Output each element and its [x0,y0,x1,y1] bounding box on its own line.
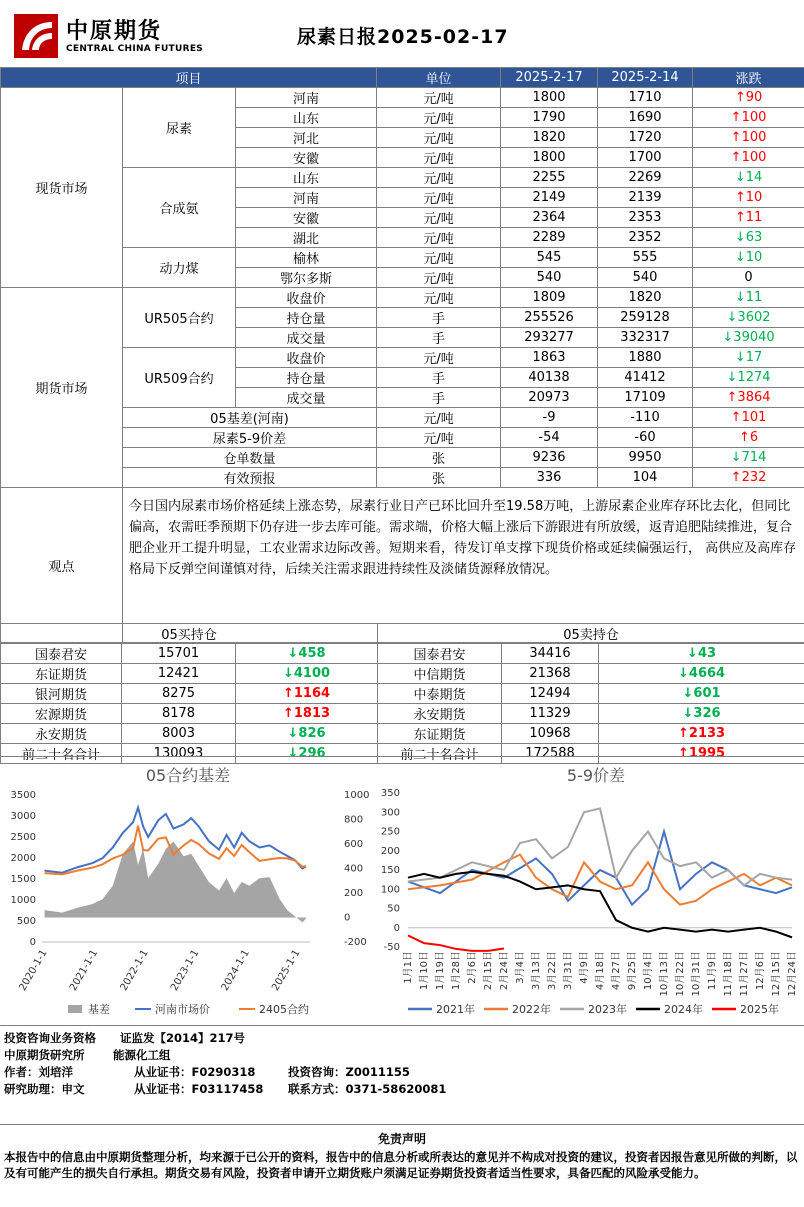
row-unit: 元/吨 [377,188,501,208]
viewpoint-row [1,488,804,643]
row-value-prev: -110 [598,408,693,428]
disclaimer [0,1124,804,1207]
row-item: 有效预报 [123,468,377,488]
y2-tick-label: 1000 [344,790,370,801]
row-item: 山东 [236,168,377,188]
row-value-today: 9236 [501,448,598,468]
row-change: ↑232 [693,468,804,488]
x-tick-label: 2023-1-1 [169,948,202,993]
y-tick-label: 500 [16,916,36,927]
assistant-license: 从业证书：F03117458 [134,1082,264,1096]
author-license: 从业证书：F0290318 [134,1065,256,1079]
charts-area [0,756,804,1026]
short-position-change: ↓326 [599,704,804,724]
long-broker-name: 国泰君安 [1,644,122,664]
x-tick-label: 4月18日 [595,951,606,991]
row-change: ↑100 [693,128,804,148]
row-change: ↓39040 [693,328,804,348]
short-position-value: 10968 [502,724,599,744]
row-unit: 元/吨 [377,168,501,188]
row-change: ↑100 [693,148,804,168]
y-tick-label: -50 [383,942,400,953]
row-unit: 张 [377,448,501,468]
row-unit: 元/吨 [377,348,501,368]
group-ammonia: 合成氨 [123,168,236,248]
y-tick-label: 0 [29,937,36,948]
x-tick-label: 1月10日 [419,951,430,991]
qualification-number: 证监发【2014】217号 [120,1031,246,1045]
x-tick-label: 10月13日 [659,951,670,997]
row-value-prev: -60 [598,428,693,448]
row-value-prev: 9950 [598,448,693,468]
x-tick-label: 12月15日 [771,951,782,997]
row-value-today: 540 [501,268,598,288]
short-position-value: 12494 [502,684,599,704]
row-value-today: 1863 [501,348,598,368]
positions-row [1,704,804,724]
row-unit: 元/吨 [377,288,501,308]
y-tick-label: 0 [393,922,400,934]
footer-line [0,1047,804,1064]
row-item: 05基差(河南) [123,408,377,428]
row-value-today: 1820 [501,128,598,148]
row-value-today: 293277 [501,328,598,348]
row-change: ↑3864 [693,388,804,408]
y-tick-label: 250 [380,826,400,838]
row-change: 0 [693,268,804,288]
row-value-prev: 2269 [598,168,693,188]
row-value-prev: 555 [598,248,693,268]
short-position-value: 172588 [502,744,599,764]
row-value-prev: 540 [598,268,693,288]
long-position-value: 8275 [122,684,236,704]
y2-tick-label: 200 [344,888,364,899]
long-position-value: 8003 [122,724,236,744]
row-unit: 元/吨 [377,248,501,268]
x-tick-label: 1月28日 [451,951,462,991]
positions-row [1,644,804,664]
row-item: 持仓量 [236,368,377,388]
row-value-today: 2289 [501,228,598,248]
short-broker-name: 中泰期货 [378,684,502,704]
row-value-prev: 17109 [598,388,693,408]
row-item: 湖北 [236,228,377,248]
y-tick-label: 3000 [10,811,36,822]
footer-line [0,1030,804,1047]
positions-row [1,664,804,684]
y-tick-label: 2500 [10,832,36,843]
row-value-today: 2149 [501,188,598,208]
group-coal: 动力煤 [123,248,236,288]
group-urea: 尿素 [123,88,236,168]
row-value-today: 336 [501,468,598,488]
x-tick-label: 2月15日 [483,951,494,991]
row-value-prev: 2353 [598,208,693,228]
x-tick-label: 12月24日 [787,951,798,997]
short-broker-name: 前二十名合计 [378,744,502,764]
positions-row [1,684,804,704]
row-unit: 元/吨 [377,128,501,148]
short-position-change: ↑2133 [599,724,804,744]
x-tick-label: 3月31日 [563,951,574,991]
x-tick-label: 10月31日 [691,951,702,997]
long-positions-title: 05买持仓 [1,624,378,644]
qualification-label: 投资咨询业务资格 [4,1031,96,1045]
row-unit: 元/吨 [377,228,501,248]
row-item: 持仓量 [236,308,377,328]
row-change: ↓3602 [693,308,804,328]
long-broker-name: 前二十名合计 [1,744,122,764]
col-header-change: 涨跌 [693,68,804,88]
x-tick-label: 11月18日 [723,951,734,997]
x-tick-label: 3月4日 [515,951,526,984]
long-position-value: 12421 [122,664,236,684]
chart-title: 5-9价差 [566,766,626,785]
y-tick-label: 50 [387,903,400,915]
row-value-prev: 1710 [598,88,693,108]
disclaimer-text: 本报告中的信息由中原期货整理分析，均来源于已公开的资料，报告中的信息分析或所表达的意见并不构成对投资的建议，投资者因报告意见所做的判断，以及有可能产生的损失自行承担。期货交易有风险，投资者申请开立期货账户须满足证券期货投资者适当性要求，具备匹配的风险承受能力。 [4,1150,798,1180]
legend-label: 2024年 [664,1003,703,1016]
legend-label: 基差 [88,1003,110,1016]
row-change: ↑6 [693,428,804,448]
legend-label: 2022年 [512,1003,551,1016]
market-data-table [0,67,804,643]
short-position-value: 21368 [502,664,599,684]
x-tick-label: 4月9日 [579,951,590,984]
row-value-prev: 41412 [598,368,693,388]
x-tick-label: 2月24日 [499,951,510,991]
long-broker-name: 银河期货 [1,684,122,704]
x-tick-label: 3月22日 [547,951,558,991]
long-position-value: 130093 [122,744,236,764]
row-value-prev: 2352 [598,228,693,248]
brand-name-en: CENTRAL CHINA FUTURES [66,44,204,54]
y-tick-label: 1000 [10,895,36,906]
spot-market-label: 现货市场 [1,88,123,288]
row-item: 河北 [236,128,377,148]
x-tick-label: 2020-1-1 [17,948,50,993]
long-broker-name: 永安期货 [1,724,122,744]
row-item: 河南 [236,188,377,208]
positions-table [0,623,804,764]
short-broker-name: 中信期货 [378,664,502,684]
short-broker-name: 东证期货 [378,724,502,744]
footer-line [0,1064,804,1081]
row-unit: 元/吨 [377,428,501,448]
row-value-prev: 104 [598,468,693,488]
row-item: 安徽 [236,208,377,228]
x-tick-label: 2022-1-1 [118,948,151,993]
author-consult-license: 投资咨询：Z0011155 [288,1065,410,1079]
row-unit: 手 [377,368,501,388]
long-broker-name: 东证期货 [1,664,122,684]
report-footer [0,1030,804,1098]
x-tick-label: 11月27日 [739,951,750,997]
short-broker-name: 国泰君安 [378,644,502,664]
group-ur505: UR505合约 [123,288,236,348]
y2-tick-label: 800 [344,814,364,826]
legend-label: 2023年 [588,1003,627,1016]
row-item: 尿素5-9价差 [123,428,377,448]
row-value-prev: 2139 [598,188,693,208]
viewpoint-text: 今日国内尿素市场价格延续上涨态势，尿素行业日产已环比回升至19.58万吨，上游尿素企业库存环比去化，但同比偏高，农需旺季预期下仍存进一步去库可能。需求端，价格大幅上涨后下游跟进有所放缓，返青追肥陆续推进，复合肥企业开工提升明显，工农业需求边际改善。短期来看，待发订单支撑下现货价格或延续偏强运行， 高供应及高库存格局下反弹空间谨慎对待，后续关注需求跟进持续性及淡储货源释放情况。 [123,488,804,643]
row-value-prev: 1720 [598,128,693,148]
long-position-change: ↓458 [236,644,378,664]
short-broker-name: 永安期货 [378,704,502,724]
author-name: 作者：刘培洋 [4,1065,73,1079]
y-tick-label: 100 [380,884,400,896]
row-value-today: -9 [501,408,598,428]
disclaimer-title: 免责声明 [377,1132,426,1146]
row-item: 山东 [236,108,377,128]
row-value-prev: 1700 [598,148,693,168]
y-tick-label: 350 [380,788,400,799]
long-broker-name: 宏源期货 [1,704,122,724]
table-row [1,288,804,308]
row-change: ↓17 [693,348,804,368]
row-value-today: 255526 [501,308,598,328]
row-value-today: -54 [501,428,598,448]
col-header-item: 项目 [1,68,377,88]
row-value-today: 2255 [501,168,598,188]
legend-label: 河南市场价 [155,1003,210,1016]
chart-title: 05合约基差 [145,766,231,785]
row-value-today: 2364 [501,208,598,228]
x-tick-label: 10月22日 [675,951,686,997]
row-value-today: 1809 [501,288,598,308]
row-change: ↑101 [693,408,804,428]
row-item: 鄂尔多斯 [236,268,377,288]
brand-name: 中原期货 [66,18,163,44]
x-tick-label: 1月1日 [403,951,414,984]
row-value-today: 545 [501,248,598,268]
row-change: ↑11 [693,208,804,228]
row-value-today: 1800 [501,88,598,108]
row-unit: 元/吨 [377,88,501,108]
row-value-today: 1790 [501,108,598,128]
report-title: 尿素日报2025-02-17 [297,26,509,48]
row-change: ↓1274 [693,368,804,388]
legend-swatch [68,1005,82,1013]
y-tick-label: 2000 [10,853,36,864]
positions-title-row [1,624,804,644]
row-value-prev: 1880 [598,348,693,368]
y2-tick-label: -200 [344,937,367,948]
y-tick-label: 200 [380,845,400,857]
row-unit: 手 [377,308,501,328]
group-ur509: UR509合约 [123,348,236,408]
row-item: 成交量 [236,388,377,408]
x-tick-label: 10月4日 [643,951,654,991]
y2-tick-label: 600 [344,839,364,850]
row-value-today: 1800 [501,148,598,168]
col-header-unit: 单位 [377,68,501,88]
row-unit: 张 [377,468,501,488]
row-unit: 元/吨 [377,408,501,428]
col-header-date2: 2025-2-14 [598,68,693,88]
y-tick-label: 300 [380,807,400,819]
short-position-change: ↓43 [599,644,804,664]
series-line-2022年 [408,855,792,905]
x-tick-label: 9月25日 [627,951,638,991]
short-position-value: 11329 [502,704,599,724]
row-item: 收盘价 [236,348,377,368]
spread-chart [378,757,804,1025]
x-tick-label: 4月27日 [611,951,622,991]
long-position-change: ↓4100 [236,664,378,684]
positions-row [1,724,804,744]
row-item: 仓单数量 [123,448,377,468]
row-value-prev: 259128 [598,308,693,328]
row-item: 收盘价 [236,288,377,308]
x-tick-label: 12月6日 [755,951,766,991]
x-tick-label: 2021-1-1 [67,948,101,993]
assistant-name: 研究助理：申文 [4,1082,85,1096]
row-item: 榆林 [236,248,377,268]
row-item: 河南 [236,88,377,108]
legend-label: 2025年 [740,1003,779,1016]
row-value-today: 40138 [501,368,598,388]
long-position-change: ↑1164 [236,684,378,704]
legend-label: 2021年 [436,1003,475,1016]
company-logo-icon [14,14,58,58]
basis-chart [0,757,376,1025]
report-header [0,0,804,66]
short-position-change: ↓4664 [599,664,804,684]
row-unit: 元/吨 [377,148,501,168]
institute-name: 中原期货研究所 [4,1048,85,1062]
row-item: 安徽 [236,148,377,168]
viewpoint-label: 观点 [1,488,123,643]
row-unit: 手 [377,388,501,408]
row-item: 成交量 [236,328,377,348]
row-change: ↑10 [693,188,804,208]
row-change: ↓10 [693,248,804,268]
series-line-2021年 [408,832,792,905]
y-tick-label: 1500 [10,874,36,885]
row-unit: 手 [377,328,501,348]
row-value-prev: 1820 [598,288,693,308]
table-header-row [1,68,804,88]
y2-tick-label: 400 [344,863,364,875]
x-tick-label: 2024-1-1 [219,948,252,993]
long-position-value: 8178 [122,704,236,724]
row-change: ↑100 [693,108,804,128]
row-value-today: 20973 [501,388,598,408]
legend-label: 2405合约 [259,1003,309,1016]
long-position-change: ↓296 [236,744,378,764]
x-tick-label: 1月19日 [435,951,446,991]
x-tick-label: 11月9日 [707,951,718,991]
long-position-value: 15701 [122,644,236,664]
short-position-change: ↓601 [599,684,804,704]
row-value-prev: 1690 [598,108,693,128]
row-unit: 元/吨 [377,268,501,288]
series-line-2025年 [408,935,504,950]
footer-line [0,1081,804,1098]
row-unit: 元/吨 [377,208,501,228]
row-unit: 元/吨 [377,108,501,128]
futures-market-label: 期货市场 [1,288,123,488]
x-tick-label: 2025-1-1 [270,948,303,993]
row-change: ↓63 [693,228,804,248]
y-tick-label: 150 [380,865,400,876]
table-row [1,88,804,108]
x-tick-label: 3月13日 [531,951,542,991]
row-change: ↓11 [693,288,804,308]
contact-phone: 联系方式：0371-58620081 [288,1082,447,1096]
row-value-prev: 332317 [598,328,693,348]
long-position-change: ↑1813 [236,704,378,724]
col-header-date1: 2025-2-17 [501,68,598,88]
short-positions-title: 05卖持仓 [378,624,804,644]
long-position-change: ↓826 [236,724,378,744]
x-tick-label: 2月6日 [467,951,478,984]
short-position-change: ↑1995 [599,744,804,764]
y-tick-label: 3500 [10,790,36,801]
y2-tick-label: 0 [344,912,351,924]
team-name: 能源化工组 [113,1048,171,1062]
row-change: ↓714 [693,448,804,468]
short-position-value: 34416 [502,644,599,664]
row-change: ↓14 [693,168,804,188]
row-change: ↑90 [693,88,804,108]
